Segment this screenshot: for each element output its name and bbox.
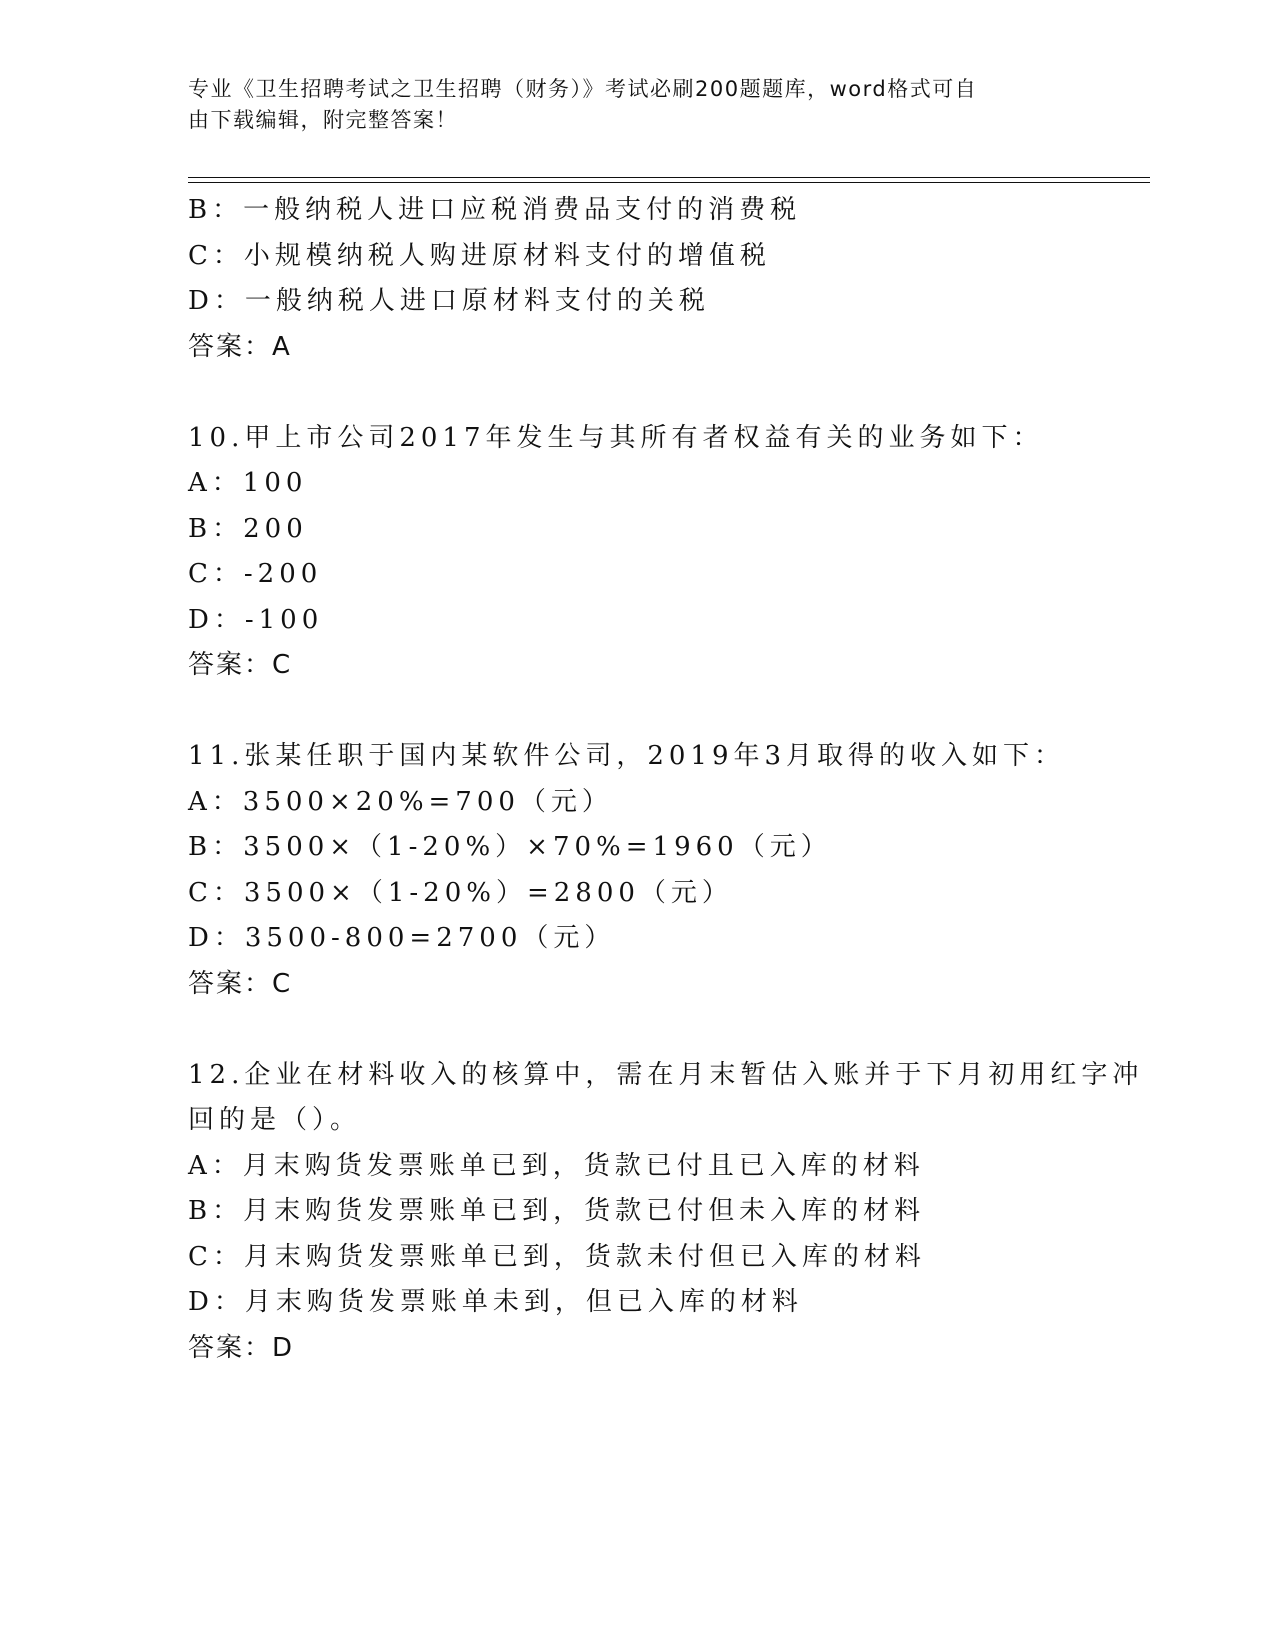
answer-label: 答案：D <box>188 1332 295 1363</box>
option-b: B：月末购货发票账单已到，货款已付但未入库的材料 <box>188 1196 926 1226</box>
question-9 <box>188 188 1148 370</box>
option-a: A：3500×20%=700（元） <box>188 786 613 817</box>
spacer <box>188 689 1148 735</box>
question-stem: 11.张某任职于国内某软件公司，2019年3月取得的收入如下： <box>188 741 1066 771</box>
option-d: D：一般纳税人进口原材料支付的关税 <box>188 286 710 316</box>
question-12 <box>188 1053 1148 1372</box>
answer-label: 答案：C <box>188 650 293 680</box>
option-a: A：月末购货发票账单已到，货款已付且已入库的材料 <box>188 1150 925 1181</box>
option-c: C：小规模纳税人购进原材料支付的增值税 <box>188 240 771 271</box>
header-line-2: 由下载编辑，附完整答案！ <box>188 108 458 132</box>
question-stem-line-2: 回的是（）。 <box>188 1105 362 1135</box>
option-b: B：3500×（1-20%）×70%=1960（元） <box>188 832 832 862</box>
header-divider-bottom <box>188 182 1150 183</box>
question-11 <box>188 734 1148 1007</box>
option-d: D：-100 <box>188 604 324 635</box>
option-b: B：一般纳税人进口应税消费品支付的消费税 <box>188 195 802 225</box>
answer-label: 答案：C <box>188 968 293 999</box>
option-a: A：100 <box>188 468 308 498</box>
answer-label: 答案：A <box>188 331 292 362</box>
spacer <box>188 370 1148 416</box>
document-header <box>188 74 1068 136</box>
option-d: D：3500-800=2700（元） <box>188 923 616 953</box>
option-b: B：200 <box>188 513 308 544</box>
spacer <box>188 1007 1148 1053</box>
question-10 <box>188 416 1148 689</box>
option-c: C：月末购货发票账单已到，货款未付但已入库的材料 <box>188 1241 926 1272</box>
option-c: C：-200 <box>188 559 323 589</box>
option-c: C：3500×（1-20%）=2800（元） <box>188 877 733 908</box>
question-stem-line-1: 12.企业在材料收入的核算中，需在月末暂估入账并于下月初用红字冲 <box>188 1059 1144 1090</box>
question-list <box>188 188 1148 1371</box>
header-divider-top <box>188 177 1150 178</box>
question-stem: 10.甲上市公司2017年发生与其所有者权益有关的业务如下： <box>188 422 1044 453</box>
option-d: D：月末购货发票账单未到，但已入库的材料 <box>188 1287 803 1317</box>
header-line-1: 专业《卫生招聘考试之卫生招聘（财务）》考试必刷200题题库，word格式可自 <box>188 77 978 101</box>
